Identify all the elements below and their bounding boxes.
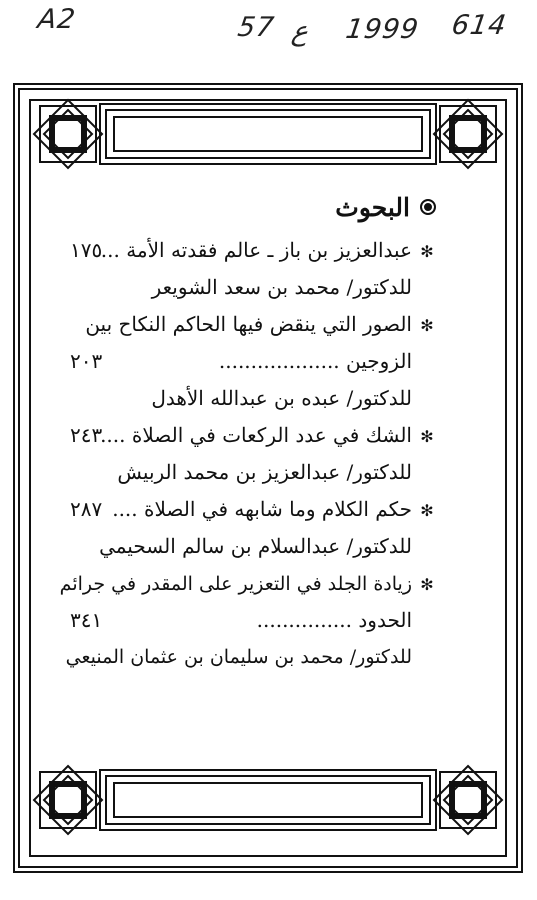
toc-entry	[70, 232, 436, 306]
entry-title-continued: الزوجين	[346, 349, 412, 373]
asterisk-icon: ✻	[420, 575, 434, 594]
corner-knot-bottom-right	[434, 766, 502, 834]
entry-title-line	[59, 565, 436, 602]
section-title: البحوث	[335, 192, 410, 222]
entry-title-line	[70, 602, 436, 639]
asterisk-icon: ✻	[420, 427, 434, 446]
handwritten-number: 614	[449, 10, 509, 41]
asterisk-icon: ✻	[420, 501, 434, 520]
asterisk-icon: ✻	[420, 242, 434, 261]
asterisk-icon: ✻	[420, 316, 434, 335]
entry-author: للدكتور/ محمد بن سعد الشويعر	[151, 275, 412, 299]
leader-dots: ...................	[218, 349, 340, 373]
bottom-ornament-band	[100, 770, 436, 830]
entry-title-line	[70, 417, 436, 454]
handwritten-year: 1999	[343, 14, 421, 45]
entry-page-number: ٢٠٣	[70, 349, 103, 373]
entry-title-line	[70, 343, 436, 380]
entry-title: حكم الكلام وما شابهه في الصلاة	[144, 497, 412, 521]
entry-page-number: ٢٨٧	[70, 497, 103, 521]
table-of-contents	[59, 190, 436, 676]
section-heading	[70, 190, 436, 224]
entry-author: للدكتور/ محمد بن سليمان بن عثمان المنيعي	[65, 646, 412, 668]
toc-entry	[70, 491, 436, 565]
leader-dots: ...............	[256, 608, 353, 632]
entry-title-line	[70, 306, 436, 343]
entry-author: للدكتور/ عبدالعزيز بن محمد الربيش	[117, 460, 412, 484]
corner-knot-bottom-left	[34, 766, 102, 834]
toc-entry	[70, 417, 436, 491]
toc-entry	[70, 306, 436, 417]
top-ornament-band	[100, 104, 436, 164]
entry-title: الشك في عدد الركعات في الصلاة	[131, 423, 412, 447]
entry-title-line	[70, 232, 436, 269]
corner-knot-top-left	[34, 100, 102, 168]
leader-dots: ....	[112, 497, 138, 521]
bullet-icon	[420, 199, 436, 215]
entry-title: زيادة الجلد في التعزير على المقدر في جرائم	[59, 573, 412, 595]
entry-author: للدكتور/ عبدالسلام بن سالم السحيمي	[99, 534, 412, 558]
handwritten-letter: ع	[289, 16, 311, 47]
handwritten-issue: 57	[235, 12, 277, 43]
handwritten-ref: A2	[35, 4, 78, 35]
entry-page-number: ٣٤١	[70, 608, 103, 632]
leader-dots: ...	[100, 238, 120, 262]
entry-page-number: ١٧٥	[70, 238, 103, 262]
leader-dots: ....	[100, 423, 126, 447]
entry-title: عبدالعزيز بن باز ـ عالم فقدته الأمة	[126, 238, 412, 262]
toc-entry	[59, 565, 436, 676]
entry-title: الصور التي ينقض فيها الحاكم النكاح بين	[85, 312, 412, 336]
corner-knot-top-right	[434, 100, 502, 168]
entry-author: للدكتور/ عبده بن عبدالله الأهدل	[151, 386, 412, 410]
entry-page-number: ٢٤٣	[70, 423, 103, 447]
entry-title-continued: الحدود	[358, 608, 412, 632]
entry-title-line	[70, 491, 436, 528]
